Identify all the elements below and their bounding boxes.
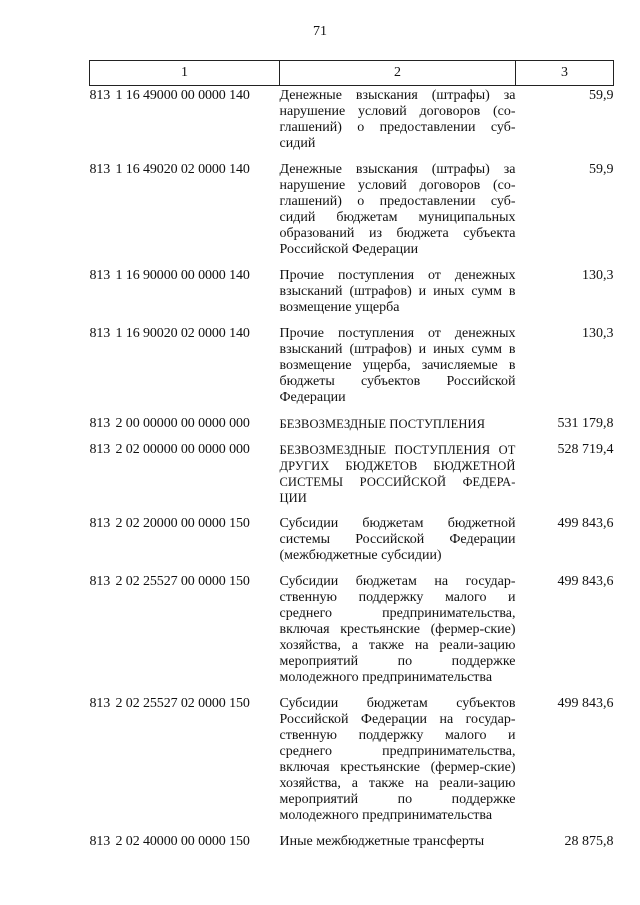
amount-cell: 499 843,6 <box>557 516 614 531</box>
budget-table <box>89 60 614 850</box>
amount-cell: 59,9 <box>589 162 614 177</box>
budget-code-cell <box>90 86 280 153</box>
table-body <box>90 86 614 851</box>
income-name-cell: Денежные взыскания (штрафы) за нарушение условий договоров (со-глашений) о предоставлении суб-сидий <box>279 88 516 151</box>
budget-code-cell <box>90 266 280 316</box>
income-name-cell: БЕЗВОЗМЕЗДНЫЕ ПОСТУПЛЕНИЯ <box>279 417 486 431</box>
row-spacer <box>90 258 614 266</box>
income-name-cell: Прочие поступления от денежных взысканий (штрафов) и иных сумм в возмещение ущерба, зачисляемые в бюджеты субъектов Российской Федерации <box>279 326 516 405</box>
spacer-cell <box>90 406 614 414</box>
column-header-2: 2 <box>280 61 516 86</box>
admin-code: 813 <box>89 516 111 531</box>
admin-code: 813 <box>89 268 111 283</box>
spacer-cell <box>90 316 614 324</box>
spacer-cell <box>90 506 614 514</box>
admin-code: 813 <box>89 88 111 103</box>
table-row <box>90 440 614 506</box>
table-row <box>90 572 614 686</box>
admin-code: 813 <box>89 696 111 711</box>
spacer-cell <box>90 258 614 266</box>
table-row <box>90 86 614 153</box>
income-name-cell: Субсидии бюджетам субъектов Российской Федерации на государ-ственную поддержку малого и среднего предпринимательства, включая крестьянские (фермер-ские) хозяйства, а также на реали-зацию мероприятий по поддержке молодежного предпринимательства <box>279 696 516 823</box>
spacer-cell <box>90 686 614 694</box>
classification-code: 2 00 00000 00 0000 000 <box>115 416 250 431</box>
row-spacer <box>90 506 614 514</box>
admin-code: 813 <box>89 416 111 431</box>
amount-cell: 528 719,4 <box>557 442 614 457</box>
amount-cell: 499 843,6 <box>557 696 614 711</box>
income-name-cell: БЕЗВОЗМЕЗДНЫЕ ПОСТУПЛЕНИЯ ОТ ДРУГИХ БЮДЖЕТОВ БЮДЖЕТНОЙ СИСТЕМЫ РОССИЙСКОЙ ФЕДЕРА-ЦИИ <box>279 443 516 505</box>
table-row <box>90 324 614 406</box>
table-row <box>90 694 614 824</box>
amount-cell: 499 843,6 <box>557 574 614 589</box>
budget-code-cell <box>90 440 280 506</box>
amount-cell: 28 875,8 <box>564 834 614 849</box>
income-name-cell: Субсидии бюджетам бюджетной системы Российской Федерации (межбюджетные субсидии) <box>279 516 516 563</box>
row-spacer <box>90 432 614 440</box>
budget-code-cell <box>90 324 280 406</box>
amount-cell: 531 179,8 <box>557 416 614 431</box>
budget-code-cell <box>90 514 280 564</box>
row-spacer <box>90 316 614 324</box>
classification-code: 2 02 25527 02 0000 150 <box>115 696 250 711</box>
table-row <box>90 160 614 258</box>
income-name-cell: Субсидии бюджетам на государ-ственную поддержку малого и среднего предпринимательства, включая крестьянские (фермер-ские) хозяйства, а также на реали-зацию мероприятий по поддержке молодежного предпринимательства <box>279 574 516 685</box>
table-row <box>90 266 614 316</box>
table-row <box>90 414 614 432</box>
classification-code: 1 16 90000 00 0000 140 <box>115 268 250 283</box>
income-name-cell: Иные межбюджетные трансферты <box>279 834 485 849</box>
classification-code: 2 02 00000 00 0000 000 <box>115 442 250 457</box>
budget-code-cell <box>90 572 280 686</box>
table-header-row <box>90 61 614 86</box>
row-spacer <box>90 686 614 694</box>
admin-code: 813 <box>89 162 111 177</box>
column-header-1: 1 <box>90 61 280 86</box>
income-name-cell: Денежные взыскания (штрафы) за нарушение условий договоров (со-глашений) о предоставлении суб-сидий бюджетам муниципальных образований из бюджета субъекта Российской Федерации <box>279 162 516 257</box>
spacer-cell <box>90 432 614 440</box>
income-name-cell: Прочие поступления от денежных взысканий (штрафов) и иных сумм в возмещение ущерба <box>279 268 516 315</box>
row-spacer <box>90 152 614 160</box>
budget-code-cell <box>90 694 280 824</box>
admin-code: 813 <box>89 442 111 457</box>
spacer-cell <box>90 824 614 832</box>
column-header-3: 3 <box>516 61 614 86</box>
row-spacer <box>90 824 614 832</box>
amount-cell: 130,3 <box>582 326 614 341</box>
spacer-cell <box>90 152 614 160</box>
admin-code: 813 <box>89 834 111 849</box>
amount-cell: 130,3 <box>582 268 614 283</box>
table-row <box>90 514 614 564</box>
classification-code: 2 02 40000 00 0000 150 <box>115 834 250 849</box>
admin-code: 813 <box>89 326 111 341</box>
table-row <box>90 832 614 850</box>
amount-cell: 59,9 <box>589 88 614 103</box>
budget-code-cell <box>90 832 280 850</box>
row-spacer <box>90 406 614 414</box>
page-number: 71 <box>313 24 327 39</box>
classification-code: 1 16 49020 02 0000 140 <box>115 162 250 177</box>
admin-code: 813 <box>89 574 111 589</box>
budget-code-cell <box>90 414 280 432</box>
budget-code-cell <box>90 160 280 258</box>
classification-code: 2 02 20000 00 0000 150 <box>115 516 250 531</box>
classification-code: 1 16 90020 02 0000 140 <box>115 326 250 341</box>
classification-code: 2 02 25527 00 0000 150 <box>115 574 250 589</box>
classification-code: 1 16 49000 00 0000 140 <box>115 88 250 103</box>
row-spacer <box>90 564 614 572</box>
spacer-cell <box>90 564 614 572</box>
